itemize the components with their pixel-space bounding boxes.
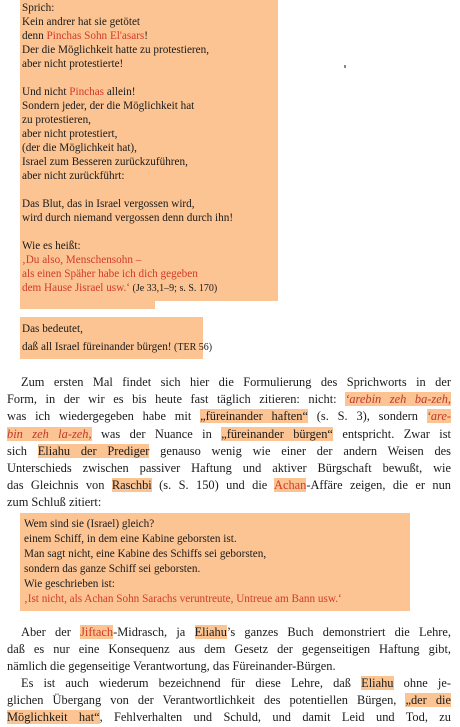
poem-line — [22, 340, 212, 355]
text: genauso wenig wie einer der andern Weisen des — [149, 443, 451, 458]
text: ohne je- — [393, 676, 451, 690]
text-line: zum Schluß zitiert: — [7, 495, 102, 510]
text: ! — [144, 30, 149, 42]
poem-line-quote: ‚Du also, Menschensohn – — [22, 254, 142, 266]
highlight-name: Jiftach — [80, 625, 114, 639]
highlight-term: „füreinander haften“ — [200, 409, 308, 424]
citation: (Je 33,1–9; s. S. 170) — [130, 283, 218, 294]
highlight-term: ‘are- — [426, 409, 451, 424]
margin-mark — [344, 65, 346, 68]
text: -Midrasch, ja — [113, 625, 195, 639]
text: was ich wiedergegeben habe mit — [7, 409, 201, 424]
quote-line: ‚Ist nicht, als Achan Sohn Sarachs veruntreute, Untreue am Bann usw.‘ — [24, 593, 342, 605]
text: Und nicht — [22, 86, 70, 98]
text: Form, in der wir es bis heute fast täglich zitieren: nicht: — [7, 392, 346, 407]
poem-line — [22, 281, 217, 296]
highlight-term: ‘arebin zeh ba-zeh, — [345, 392, 451, 407]
poem-line-quote: als einen Späher habe ich dich gegeben — [22, 268, 198, 280]
text: Es ist auch wiederum bezeichnend für diese Lehre, daß — [21, 676, 362, 690]
text-line — [7, 391, 451, 408]
highlight-term: „füreinander bürgen“ — [221, 426, 333, 441]
highlight-term: „der die — [405, 693, 451, 708]
poem-line — [22, 29, 148, 43]
text: (s. S. 150) und die — [151, 478, 274, 493]
citation: (TER 56) — [171, 342, 213, 353]
poem-line: Das Blut, das in Israel vergossen wird, — [22, 198, 195, 210]
poem-line: aber nicht zurückführt: — [22, 170, 125, 182]
text: ’s ganzes Buch demonstriert die Lehre, — [226, 625, 451, 639]
text: , Fehlverhalten und Schuld, und damit Leid und Tod, zu — [99, 710, 451, 725]
text-line — [7, 477, 451, 494]
text: entspricht. Zwar ist — [332, 426, 451, 441]
name-pinchas: Pinchas — [69, 86, 105, 98]
text-line: daß es nur eine Konsequenz aus dem Gesetz der gegenseitigen Haftung gibt, — [7, 642, 451, 657]
text: daß all Israel füreinander bürgen! — [22, 341, 172, 353]
text-line — [7, 624, 451, 641]
text: denn — [22, 30, 47, 42]
poem-line: zu protestieren, — [22, 114, 91, 126]
paragraph-1 — [7, 374, 451, 512]
poem-line: (der die Möglichkeit hat), — [22, 142, 137, 154]
highlight-name: Eliahu — [194, 625, 227, 639]
highlight-name: Achan — [274, 478, 307, 493]
highlight-name: Eliahu der Prediger — [37, 443, 150, 458]
quote-line: Wem sind sie (Israel) gleich? — [24, 518, 155, 530]
text: (s. S. 3), sondern — [308, 409, 427, 424]
poem-line-quote: dem Hause Jisrael usw.‘ — [22, 282, 131, 294]
text: -Affäre zeigen, die er nun — [306, 478, 451, 493]
text-line — [7, 443, 451, 460]
text-line — [7, 709, 451, 726]
text-line: Zum ersten Mal findet sich hier die Formulierung des Sprichworts in der — [21, 375, 451, 389]
poem-line: aber nicht protestiert, — [22, 128, 118, 140]
poem-line: Israel zum Besseren zurückzuführen, — [22, 156, 188, 168]
text: Aber der — [21, 625, 81, 639]
text-line — [7, 692, 451, 709]
quote-line: einem Schiff, in dem eine Kabine geborsten ist. — [24, 533, 237, 545]
poem-line: Kein andrer hat sie getötet — [22, 16, 141, 28]
text-line — [7, 675, 451, 692]
highlight-term: Möglichkeit hat“ — [7, 710, 100, 725]
quote-line: sondern das ganze Schiff sei geborsten. — [24, 563, 201, 575]
name-pinchas: Pinchas Sohn El'asars — [46, 30, 145, 42]
paragraph-2 — [7, 624, 451, 676]
highlight-name: Raschbi — [111, 478, 152, 493]
text: das Gleichnis von — [7, 478, 112, 493]
highlight-term: bin zeh la-zeh, — [7, 426, 92, 441]
text: was der Nuance in — [91, 426, 222, 441]
quote-line: Wie geschrieben ist: — [24, 578, 115, 590]
poem-line — [22, 85, 135, 99]
text: sich — [7, 443, 38, 458]
poem-line: wird durch niemand vergossen denn durch ihn! — [22, 212, 234, 224]
poem-line: Das bedeutet, — [22, 323, 83, 335]
highlight-poem-1-tail — [20, 295, 155, 309]
poem-line: Der die Möglichkeit hatte zu protestieren, — [22, 44, 210, 56]
quote-line: Man sagt nicht, eine Kabine des Schiffs sei geborsten, — [24, 548, 267, 560]
text-line — [7, 408, 451, 425]
text-line: Unterschieds zwischen passiver Haftung und aktiver Bürgschaft bewußt, wie — [7, 460, 451, 475]
paragraph-3 — [7, 675, 451, 727]
poem-line: Wie es heißt: — [22, 240, 81, 252]
poem-line: Sprich: — [22, 2, 55, 14]
poem-line: aber nicht protestierte! — [22, 58, 124, 70]
text: allein! — [104, 86, 136, 98]
text: glichen Übergang von der Verantwortlichkeit des potentiellen Bürgen, — [7, 693, 406, 708]
text-line: nämlich die gegenseitige Verantwortung, das Füreinander-Bürgen. — [7, 659, 336, 674]
text-line — [7, 426, 451, 443]
poem-line: Sondern jeder, der die Möglichkeit hat — [22, 100, 195, 112]
highlight-name: Eliahu — [361, 676, 394, 690]
